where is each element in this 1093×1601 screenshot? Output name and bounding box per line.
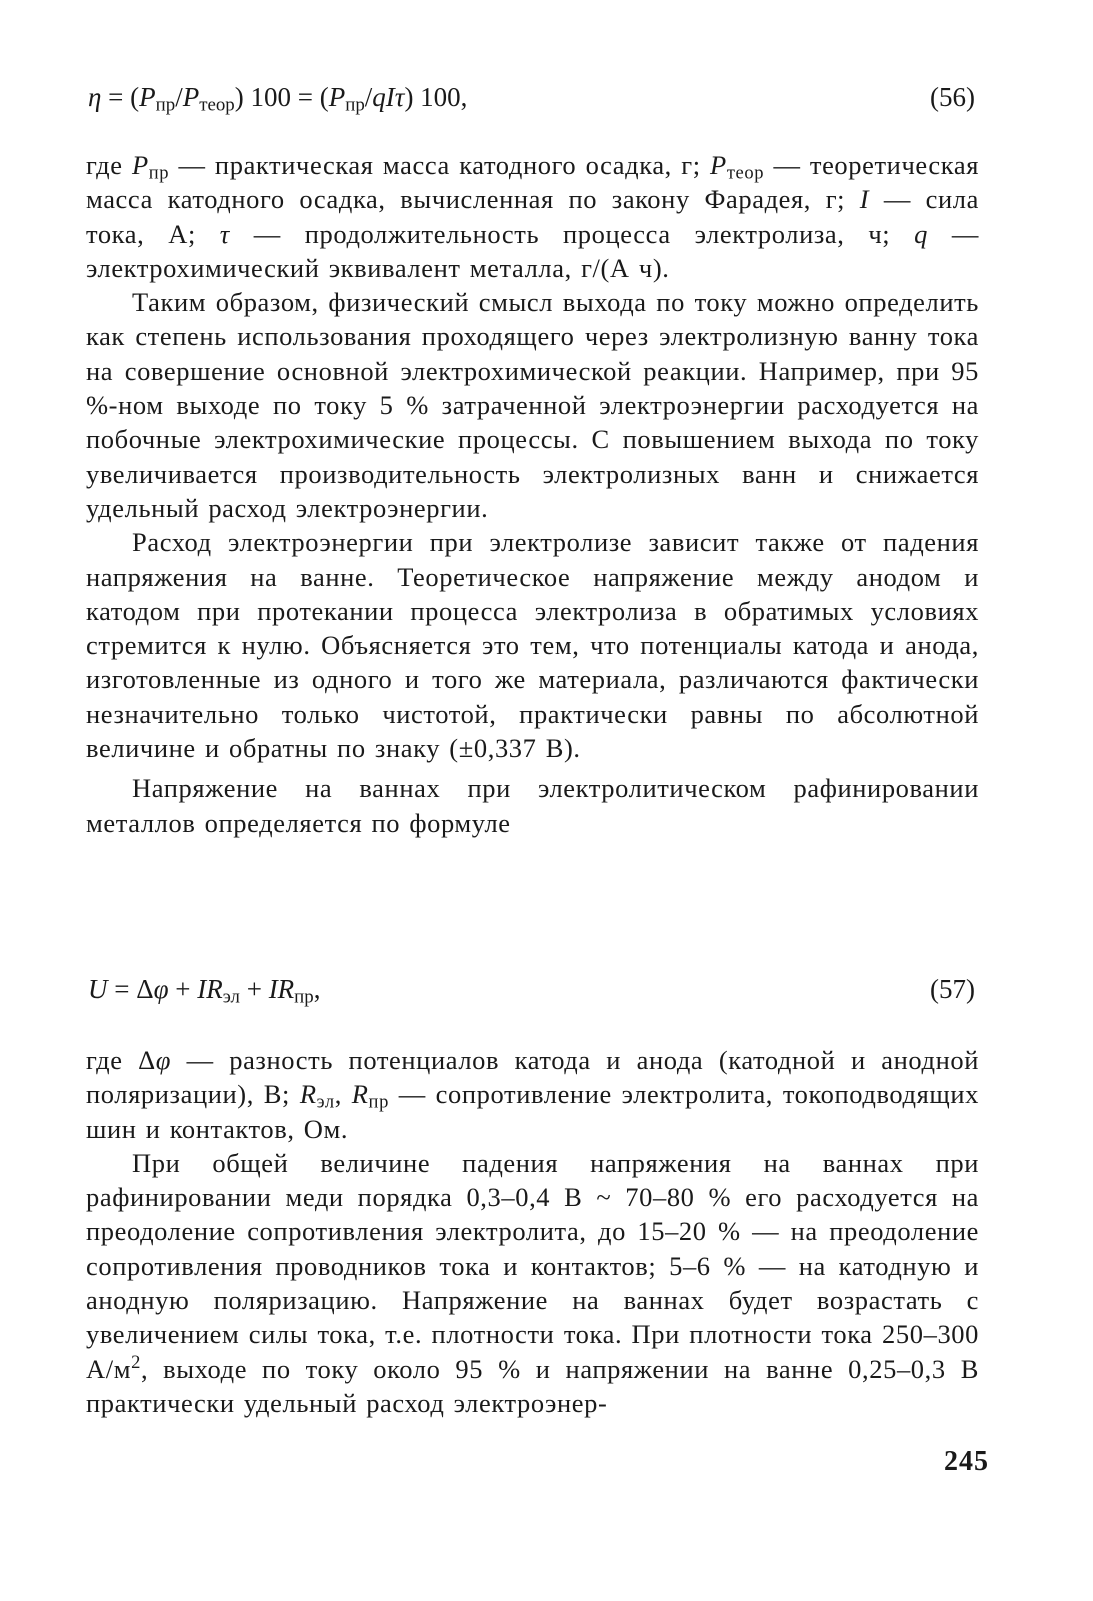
text-block-2 — [86, 1043, 979, 1420]
paragraph-voltage-drop: Расход электроэнергии при электролизе зависит также от падения напряжения на ванне. Теоретическое напряжение между анодом и катодом при протекании процесса электролиза в обратимых условиях стремится к нулю. Объясняется это тем, что потенциалы катода и анода, изготовленные из одного и того же материала, различаются фактически незначительно только чистотой, практически равны по абсолютной величине и обратны по знаку (±0,337 В). — [86, 527, 979, 764]
page-number: 245 — [944, 1446, 989, 1477]
paragraph-formula-intro: Напряжение на ваннах при электролитическом рафинировании металлов определяется по формуле — [86, 773, 979, 838]
text-block-1 — [86, 148, 979, 840]
formula-57-body: $U = \Delta\varphi + IR_{эл} + IR_{пр}$, — [88, 974, 321, 1008]
paragraph-current-efficiency: Таким образом, физический смысл выхода по току можно определить как степень использования проходящего через электролизную ванну тока на совершение основной электрохимической реакции. Например, при 95 %-ном выходе по току 5 % затраченной электроэнергии расходуется на побочные электрохимические процессы. С повышением выхода по току увеличивается производительность электролизных ванн и снижается удельный расход электроэнергии. — [86, 287, 979, 523]
paragraph-definitions-57: где Δφ — разность потенциалов катода и анода (катодной и анодной поляризации), В; $R_{эл}$, $R_{пр}$ — сопротивление электролита, токоподводящих шин и контактов, Ом. — [86, 1045, 979, 1144]
paragraph-definitions-56: где $P_{пр}$ — практическая масса катодного осадка, г; $P_{теор}$ — теоретическая масса катодного осадка, вычисленная по закону Фарадея, г; I — сила тока, А; τ — продолжительность процесса электролиза, ч; q — электрохимический эквивалент металла, г/(А ч). — [86, 150, 979, 283]
formula-56-body: $\eta = (P_{пр}/P_{теор}) 100 = (P_{пр}/qI\tau)$ 100, — [88, 82, 468, 116]
formula-56 — [88, 80, 975, 114]
formula-57 — [88, 972, 975, 1006]
paragraph-copy-refining: При общей величине падения напряжения на ваннах при рафинировании меди порядка 0,3–0,4 В ~ 70–80 % его расходуется на преодоление сопротивления электролита, до 15–20 % — на преодоление сопротивления проводников тока и контактов; 5–6 % — на катодную и анодную поляризацию. Напряжение на ваннах будет возрастать с увеличением силы тока, т.е. плотности тока. При плотности тока 250–300 $А/м^2$, выходе по току около 95 % и напряжении на ванне 0,25–0,3 В практически удельный расход электроэнер- — [86, 1147, 979, 1418]
equation-number-57: (57) — [930, 974, 975, 1004]
equation-number-56: (56) — [930, 82, 975, 112]
